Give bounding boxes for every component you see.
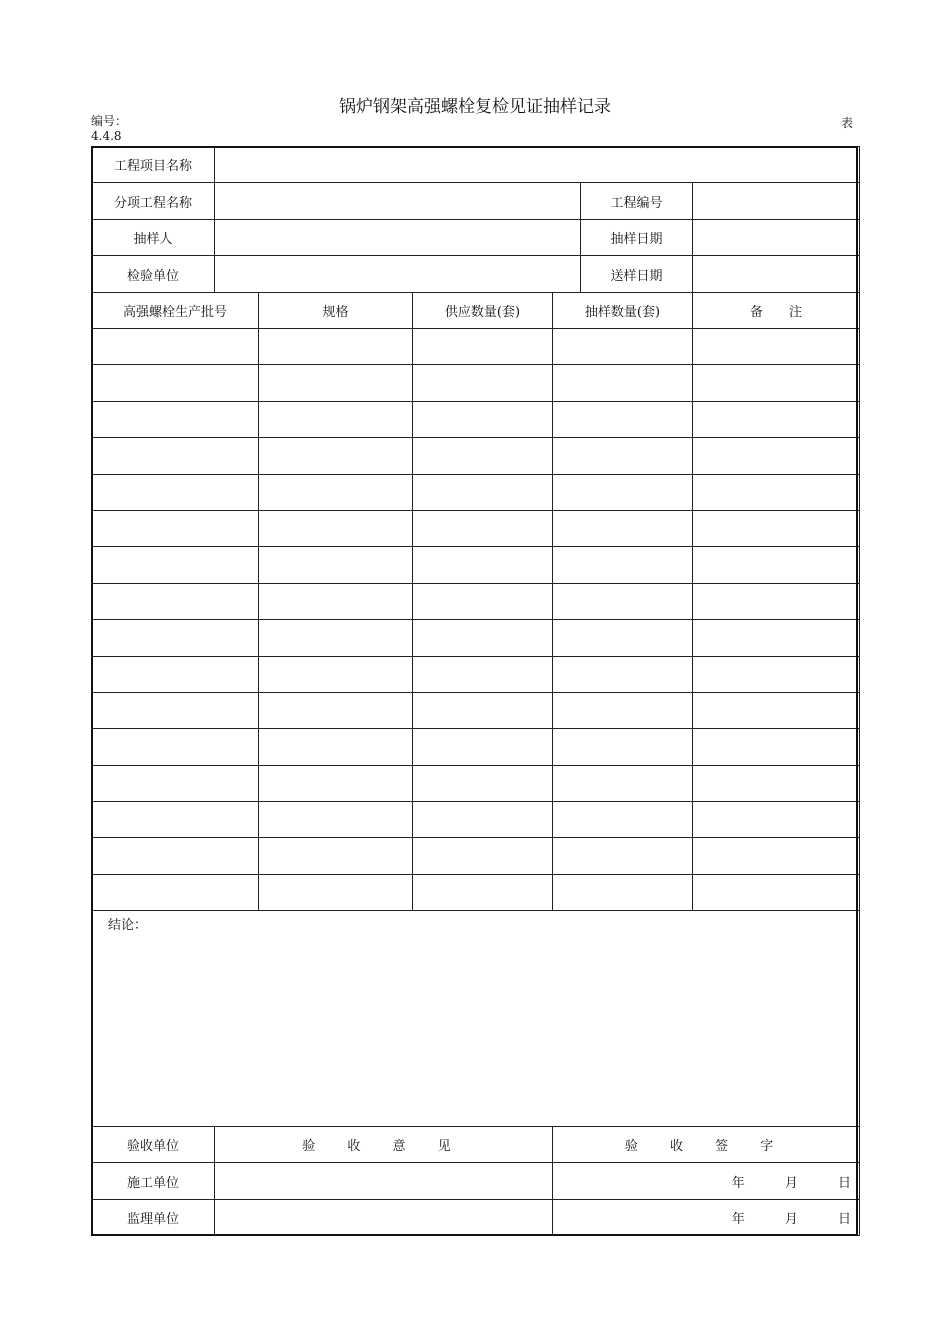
year-label: 年: [731, 1212, 745, 1228]
project-code-label: 工程编号: [581, 183, 693, 220]
day-label: 日: [838, 1175, 852, 1191]
inspection-unit-label: 检验单位: [92, 256, 215, 293]
table-label: 表: [840, 116, 853, 130]
month-label: 月: [784, 1212, 798, 1228]
delivery-date-label: 送样日期: [581, 256, 693, 293]
sub-project-name-label: 分项工程名称: [92, 183, 215, 220]
supervision-unit-label: 监理单位: [92, 1200, 215, 1236]
sampler-label: 抽样人: [92, 220, 215, 256]
day-label: 日: [838, 1212, 852, 1228]
acceptance-opinion-header: 验 收 意 见: [215, 1127, 553, 1163]
col-header-remarks: 备 注: [693, 293, 860, 329]
project-name-label: 工程项目名称: [92, 147, 215, 183]
table-number: 4.4.8: [91, 129, 122, 143]
col-header-spec: 规格: [259, 293, 413, 329]
construction-unit-label: 施工单位: [92, 1163, 215, 1200]
code-label: 编号：: [91, 114, 128, 128]
document-title: 锅炉钢架高强螺栓复检见证抽样记录: [339, 97, 611, 117]
acceptance-unit-header: 验收单位: [92, 1127, 215, 1163]
sampling-date-label: 抽样日期: [581, 220, 693, 256]
acceptance-signature-header: 验 收 签 字: [553, 1127, 860, 1163]
col-header-batch: 高强螺栓生产批号: [92, 293, 259, 329]
col-header-supply-qty: 供应数量(套): [413, 293, 553, 329]
month-label: 月: [784, 1175, 798, 1191]
outer-border: [91, 146, 858, 1236]
year-label: 年: [731, 1175, 745, 1191]
col-header-sample-qty: 抽样数量(套): [553, 293, 693, 329]
code-label-block: [91, 114, 127, 144]
conclusion-label: 结论：: [108, 918, 148, 933]
